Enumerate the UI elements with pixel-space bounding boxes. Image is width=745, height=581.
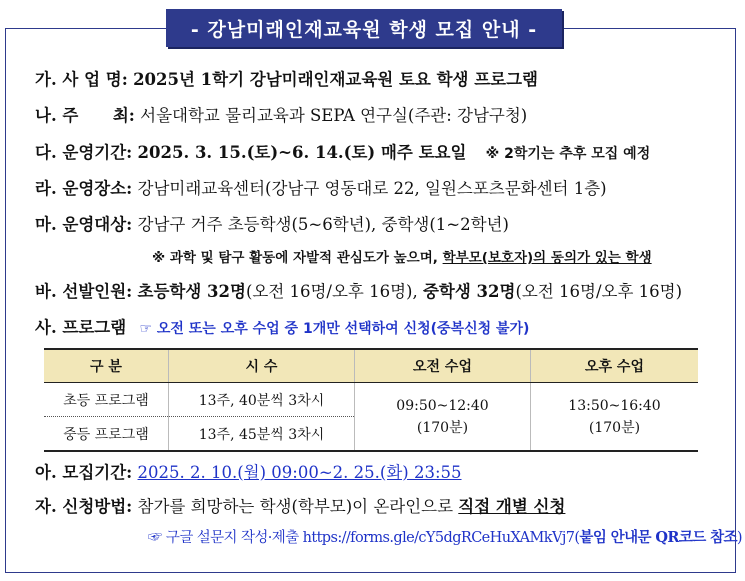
row-project-name: 가. 사 업 명: 2025년 1학기 강남미래인재교육원 토요 학생 프로그램 — [35, 70, 538, 89]
program-note: ☞ 오전 또는 오후 수업 중 1개만 선택하여 신청(중복신청 불가) — [139, 321, 530, 337]
recruit-period-value: 2025. 2. 10.(월) 09:00~2. 25.(화) 23:55 — [137, 463, 462, 482]
am-class-cell: 09:50~12:40 (170분) — [355, 383, 531, 452]
table-cell: 초등 프로그램 — [44, 383, 169, 417]
table-header: 오후 수업 — [531, 349, 699, 383]
table-header: 구 분 — [44, 349, 169, 383]
table-cell: 중등 프로그램 — [44, 417, 169, 452]
schedule-table — [44, 348, 698, 452]
row-location: 라. 운영장소: 강남미래교육센터(강남구 영동대로 22, 일원스포츠문화센터 1층) — [35, 179, 607, 198]
target-note: ※ 과학 및 탐구 활동에 자발적 관심도가 높으며, 학부모(보호자)의 동의가 있는 학생 — [152, 250, 652, 266]
row-recruit-period: 아. 모집기간: 2025. 2. 10.(월) 09:00~2. 25.(화) 23:55 — [35, 463, 462, 482]
row-host: 나. 주 최: 서울대학교 물리교육과 SEPA 연구실(주관: 강남구청) — [35, 106, 528, 125]
table-header: 오전 수업 — [355, 349, 531, 383]
pm-class-cell: 13:50~16:40 (170분) — [531, 383, 699, 452]
row-target: 마. 운영대상: 강남구 거주 초등학생(5~6학년), 중학생(1~2학년) — [35, 215, 509, 234]
semester-note: ※ 2학기는 추후 모집 예정 — [485, 146, 651, 162]
table-row — [44, 383, 698, 417]
table-cell: 13주, 45분씩 3차시 — [169, 417, 355, 452]
notice-title: - 강남미래인재교육원 학생 모집 안내 - — [166, 9, 562, 47]
apply-link-note[interactable]: ☞ 구글 설문지 작성·제출 https://forms.gle/cY5dgRCeHuXAMkVj7(붙임 안내문 QR코드 참조) — [148, 529, 742, 546]
table-header-row — [44, 349, 698, 383]
row-period: 다. 운영기간: 2025. 3. 15.(토)~6. 14.(토) 매주 토요일 ※ 2학기는 추후 모집 예정 — [35, 143, 651, 162]
table-header: 시 수 — [169, 349, 355, 383]
table-cell: 13주, 40분씩 3차시 — [169, 383, 355, 417]
row-apply-method: 자. 신청방법: 참가를 희망하는 학생(학부모)이 온라인으로 직접 개별 신청 — [35, 497, 566, 516]
row-program: 사. 프로그램 ☞ 오전 또는 오후 수업 중 1개만 선택하여 신청(중복신청 불가) — [35, 318, 530, 337]
row-quota: 바. 선발인원: 초등학생 32명(오전 16명/오후 16명), 중학생 32명(오전 16명/오후 16명) — [35, 282, 683, 301]
